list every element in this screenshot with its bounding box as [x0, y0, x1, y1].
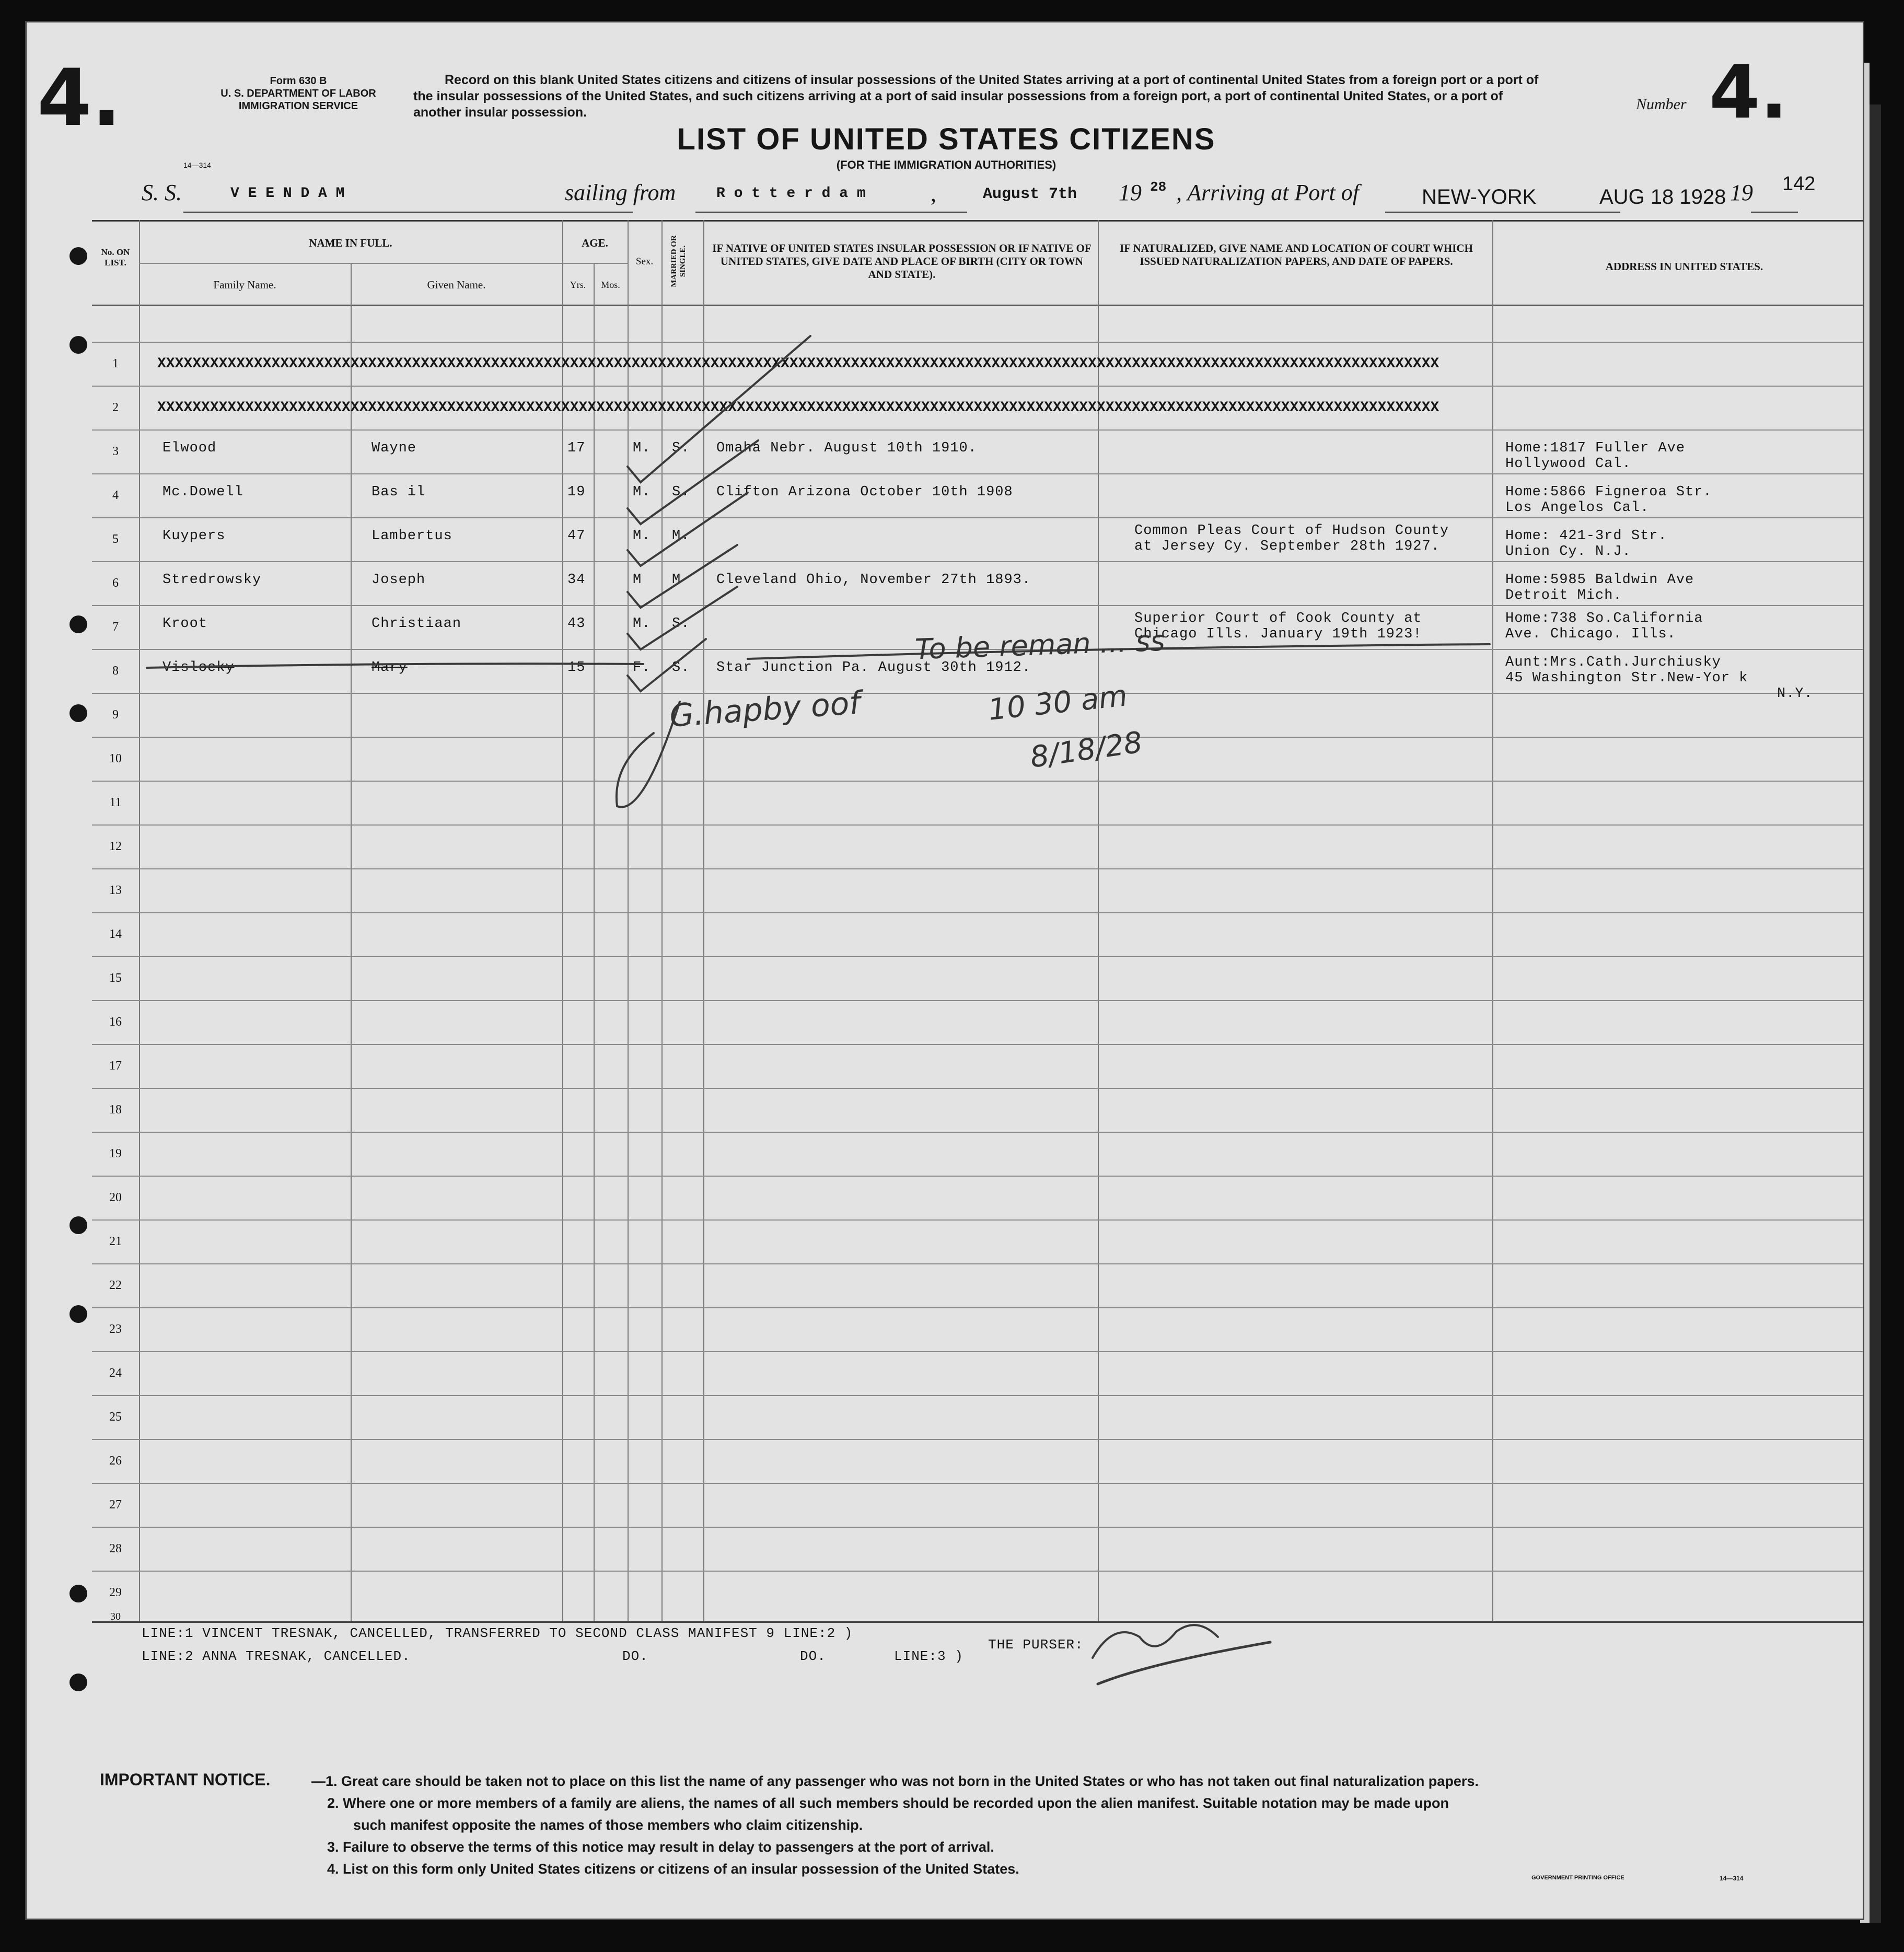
- binder-hole: [69, 1216, 87, 1234]
- line-number: 5: [112, 532, 119, 546]
- ditto-2: DO.: [800, 1648, 826, 1664]
- form-number: Form 630 B: [270, 75, 327, 87]
- line-number: 10: [109, 752, 122, 765]
- line-number: 7: [112, 620, 119, 634]
- birth-info: Clifton Arizona October 10th 1908: [716, 484, 1013, 500]
- given-name: Mary: [371, 660, 408, 676]
- notice-item-2-cont: such manifest opposite the names of those members who claim citizenship.: [353, 1817, 863, 1833]
- binder-hole: [69, 1305, 87, 1323]
- birth-info: Cleveland Ohio, November 27th 1893.: [716, 572, 1031, 588]
- date-sailed: August 7th: [983, 185, 1077, 203]
- sex: M.: [633, 616, 651, 632]
- address-line-1: Home:5866 Figneroa Str.: [1505, 484, 1712, 500]
- sex: M: [633, 572, 642, 588]
- line-number: 3: [112, 445, 119, 458]
- cancel-note-line-2: LINE:2 ANNA TRESNAK, CANCELLED.: [142, 1648, 411, 1664]
- address-line-1: Home:5985 Baldwin Ave: [1505, 572, 1694, 588]
- port-from: R o t t e r d a m: [716, 185, 866, 202]
- signature-scrawl: [1093, 1625, 1218, 1658]
- col-mos: Mos.: [601, 280, 620, 290]
- form-subtitle: (FOR THE IMMIGRATION AUTHORITIES): [836, 158, 1057, 171]
- court-line-2: Chicago Ills. January 19th 1923!: [1134, 626, 1422, 642]
- line-number: 14: [109, 927, 122, 941]
- address-line-2: Los Angelos Cal.: [1505, 500, 1650, 516]
- line-number: 28: [109, 1542, 122, 1555]
- birth-info: Star Junction Pa. August 30th 1912.: [716, 660, 1031, 676]
- line-number: 20: [109, 1191, 122, 1204]
- marital-status: S.: [672, 440, 690, 456]
- line-number: 25: [109, 1410, 122, 1424]
- address-line-2: Hollywood Cal.: [1505, 456, 1631, 472]
- family-name: Kuypers: [162, 528, 226, 544]
- form-code: 14—314: [183, 161, 211, 169]
- form-department: U. S. DEPARTMENT OF LABOR: [220, 88, 376, 99]
- sex: M.: [633, 440, 651, 456]
- form-title: LIST OF UNITED STATES CITIZENS: [677, 122, 1216, 156]
- marital-status: S.: [672, 484, 690, 500]
- line-number: 4: [112, 489, 119, 502]
- address-line-1: Home:738 So.California: [1505, 611, 1703, 626]
- binder-hole: [69, 1585, 87, 1602]
- address-line-1: Home:1817 Fuller Ave: [1505, 440, 1686, 456]
- sex: M.: [633, 528, 651, 544]
- family-name: Elwood: [162, 440, 217, 456]
- line-number: 12: [109, 840, 122, 853]
- given-name: Lambertus: [371, 528, 452, 544]
- line-number: 18: [109, 1103, 122, 1117]
- line-number: 19: [109, 1147, 122, 1160]
- notice-body: [311, 1770, 1827, 1880]
- age: 47: [567, 528, 586, 544]
- line-number: 23: [109, 1322, 122, 1336]
- line-number: 6: [112, 576, 119, 590]
- port-arrival: NEW-YORK: [1422, 185, 1537, 208]
- arrival-year-prefix: 19: [1730, 180, 1753, 205]
- col-sex: Sex.: [635, 256, 654, 267]
- address-line-2: Ave. Chicago. Ills.: [1505, 626, 1676, 642]
- line-number: 15: [109, 971, 122, 985]
- col-given-name: Given Name.: [427, 278, 486, 291]
- notice-item-3: 3. Failure to observe the terms of this notice may result in delay to passengers at the port of arrival.: [327, 1839, 994, 1855]
- address-line-1: Home: 421-3rd Str.: [1505, 528, 1667, 544]
- given-name: Bas il: [371, 484, 426, 500]
- line-number: 1: [112, 357, 119, 370]
- line-number: 21: [109, 1235, 122, 1248]
- given-name: Wayne: [371, 440, 417, 456]
- court-line-1: Common Pleas Court of Hudson County: [1134, 523, 1449, 539]
- address-line-2: 45 Washington Str.New-Yor k: [1505, 670, 1748, 686]
- line-number: 11: [109, 796, 122, 809]
- col-no-on-list: No. ON LIST.: [101, 247, 130, 268]
- age: 19: [567, 484, 586, 500]
- line-number: 24: [109, 1366, 122, 1380]
- cancel-note-line-1: LINE:1 VINCENT TRESNAK, CANCELLED, TRANSFERRED TO SECOND CLASS MANIFEST 9 LINE:2 ): [142, 1625, 853, 1641]
- paper-edge-shadow: [1870, 104, 1881, 1923]
- check-mark: [628, 440, 758, 524]
- strike-line: [147, 664, 643, 668]
- notice-item-1: —1. Great care should be taken not to place on this list the name of any passenger who was not born in the United States or who has not taken out final naturalization papers.: [311, 1773, 1479, 1789]
- line-number: 13: [109, 884, 122, 897]
- handwritten-time: 10 30 am: [986, 679, 1129, 727]
- given-name: Christiaan: [371, 616, 462, 632]
- address-line-2: Union Cy. N.J.: [1505, 544, 1631, 560]
- crossed-out-row-1: XXXXXXXXXXXXXXXXXXXXXXXXXXXXXXXXXXXXXXXXXXXXXXXXXXXXXXXXXXXXXXXXXXXXXXXXXXXXXXXXXXXXXXXXXXXXXXXXXXXXXXXXXXXXXXXXXXXXXXXXXXXXXXXXXXXXXXXXXXXXXXXXXX: [157, 356, 1439, 372]
- address-line-3: N.Y.: [1777, 686, 1813, 702]
- family-name: Kroot: [162, 616, 208, 632]
- check-mark: [628, 336, 810, 482]
- signature-underline: [1098, 1642, 1270, 1684]
- year-prefix: 19: [1119, 180, 1142, 205]
- age: 43: [567, 616, 586, 632]
- purser-label: THE PURSER:: [988, 1637, 1084, 1653]
- handwritten-initials: G.hapby oof: [668, 684, 862, 735]
- check-mark: [628, 493, 748, 566]
- printer-credit: GOVERNMENT PRINTING OFFICE: [1531, 1875, 1624, 1881]
- family-name: Stredrowsky: [162, 572, 262, 588]
- sheet-number: 142: [1782, 173, 1816, 195]
- handwritten-remark: To be reman ... ss: [914, 624, 1166, 666]
- marital-status: M: [672, 572, 681, 588]
- number-label: Number: [1636, 96, 1687, 113]
- marital-status: S.: [672, 660, 690, 676]
- col-address: ADDRESS IN UNITED STATES.: [1605, 260, 1763, 273]
- ship-name: V E E N D A M: [230, 185, 345, 202]
- ss-label: S. S.: [142, 180, 182, 205]
- sex: F.: [633, 660, 651, 676]
- cancel-note-line-3: LINE:3 ): [894, 1648, 963, 1664]
- number-value: 4.: [1709, 50, 1788, 135]
- family-name: Visloeky: [162, 660, 235, 676]
- age: 17: [567, 440, 586, 456]
- binder-hole: [69, 336, 87, 354]
- line-number: 9: [112, 708, 119, 722]
- line-number: 26: [109, 1454, 122, 1468]
- birth-info: Omaha Nebr. August 10th 1910.: [716, 440, 977, 456]
- line-number: 29: [109, 1586, 122, 1599]
- sailing-label: sailing from: [565, 180, 676, 205]
- marital-status: S.: [672, 616, 690, 632]
- notice-item-2: 2. Where one or more members of a family are aliens, the names of all such members should be recorded upon the alien manifest. Suitable notation may be made upon: [327, 1795, 1449, 1811]
- line-number: 30: [110, 1611, 121, 1622]
- sex: M.: [633, 484, 651, 500]
- line-number: 16: [109, 1015, 122, 1029]
- age: 15: [567, 660, 586, 676]
- ditto-1: DO.: [622, 1648, 648, 1664]
- form-instruction: Record on this blank United States citizens and citizens of insular possessions of the United States arriving at a port of continental United States from a foreign port or a port of the insular possessions of the United States, and such citizens arriving at a port of said insular possessions from a foreign port, a port of continental United States, or a port of another insular possession.: [413, 73, 1539, 120]
- court-line-2: at Jersey Cy. September 28th 1927.: [1134, 539, 1440, 554]
- binder-hole: [69, 615, 87, 633]
- form-service: IMMIGRATION SERVICE: [238, 100, 358, 112]
- address-line-2: Detroit Mich.: [1505, 588, 1622, 603]
- arrival-date: AUG 18 1928: [1599, 185, 1726, 208]
- arriving-label: , Arriving at Port of: [1176, 180, 1359, 205]
- line-number: 8: [112, 664, 119, 678]
- line-number: 2: [112, 401, 119, 414]
- manifest-page: [25, 21, 1864, 1920]
- handwritten-date: 8/18/28: [1028, 725, 1145, 775]
- family-name: Mc.Dowell: [162, 484, 243, 500]
- marital-status: M.: [672, 528, 690, 544]
- line-number: 17: [109, 1059, 122, 1073]
- check-mark: [628, 587, 737, 649]
- col-family-name: Family Name.: [213, 278, 276, 291]
- col-naturalized: IF NATURALIZED, GIVE NAME AND LOCATION OF COURT WHICH ISSUED NATURALIZATION PAPERS, AND DATE OF PAPERS.: [1120, 242, 1473, 268]
- crossed-out-row-2: XXXXXXXXXXXXXXXXXXXXXXXXXXXXXXXXXXXXXXXXXXXXXXXXXXXXXXXXXXXXXXXXXXXXXXXXXXXXXXXXXXXXXXXXXXXXXXXXXXXXXXXXXXXXXXXXXXXXXXXXXXXXXXXXXXXXXXXXXXXXXXXXXX: [157, 400, 1439, 416]
- notice-item-4: 4. List on this form only United States citizens or citizens of an insular possession of the United States.: [327, 1861, 1019, 1877]
- court-line-1: Superior Court of Cook County at: [1134, 611, 1422, 626]
- notice-heading: IMPORTANT NOTICE.: [100, 1770, 271, 1789]
- page-number-handwritten: 4.: [37, 53, 122, 144]
- col-married-single: MARRIED OR SINGLE.: [670, 235, 687, 287]
- col-yrs: Yrs.: [570, 280, 586, 290]
- binder-hole: [69, 704, 87, 722]
- line-number: 27: [109, 1498, 122, 1512]
- binder-hole: [69, 247, 87, 265]
- age: 34: [567, 572, 586, 588]
- col-age: AGE.: [582, 237, 608, 249]
- year-suffix: 28: [1150, 179, 1167, 195]
- col-birth: IF NATIVE OF UNITED STATES INSULAR POSSESSION OR IF NATIVE OF UNITED STATES, GIVE DATE AND PLACE OF BIRTH (CITY OR TOWN AND STATE).: [712, 242, 1092, 281]
- comma: ,: [931, 181, 936, 206]
- line-number: 22: [109, 1279, 122, 1292]
- given-name: Joseph: [371, 572, 426, 588]
- printer-code: 14—314: [1720, 1875, 1744, 1882]
- col-name-in-full: NAME IN FULL.: [309, 237, 392, 249]
- binder-hole: [69, 1674, 87, 1691]
- address-line-1: Aunt:Mrs.Cath.Jurchiusky: [1505, 655, 1721, 670]
